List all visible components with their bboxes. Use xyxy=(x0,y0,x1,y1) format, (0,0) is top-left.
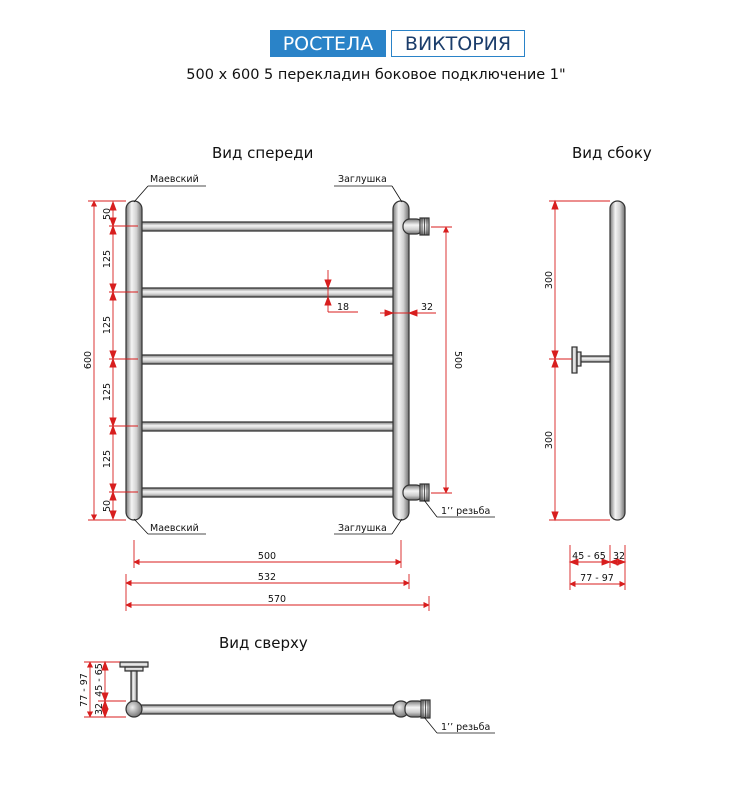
dim-width-532: 532 xyxy=(257,572,277,583)
rung-4 xyxy=(138,422,398,431)
dim-riser-32: 32 xyxy=(421,302,434,313)
dim-gap-125-4: 125 xyxy=(102,449,113,469)
side-view xyxy=(572,201,625,520)
top-connection-fitting xyxy=(403,218,429,235)
side-bracket-plate xyxy=(572,347,577,373)
rung-3 xyxy=(138,355,398,364)
dim-side-32: 32 xyxy=(612,551,626,562)
dim-side-offset: 45 - 65 xyxy=(572,551,606,562)
plug-bottom-label: Заглушка xyxy=(338,523,387,534)
side-bracket-flange xyxy=(577,352,581,366)
rung-5 xyxy=(138,488,398,497)
dim-top-50: 50 xyxy=(102,207,113,221)
top-view-title: Вид сверху xyxy=(219,634,308,652)
brand-label: РОСТЕЛА xyxy=(270,30,386,57)
dim-top-32: 32 xyxy=(94,702,105,716)
top-left-riser xyxy=(126,701,142,717)
dim-gap-125-3: 125 xyxy=(102,382,113,402)
product-subtitle: 500 x 600 5 перекладин боковое подключение 1" xyxy=(186,67,566,83)
front-view xyxy=(126,201,429,520)
top-dimensions xyxy=(84,662,126,717)
side-riser xyxy=(610,201,625,520)
top-rung xyxy=(134,705,402,714)
thread-front-label: 1’’ резьба xyxy=(441,506,491,517)
mayevsky-bottom-label: Маевский xyxy=(150,523,199,534)
dim-side-300-lower: 300 xyxy=(544,430,555,450)
top-connection-fitting xyxy=(405,700,430,718)
mayevsky-top-label: Маевский xyxy=(150,174,199,185)
dim-side-total: 77 - 97 xyxy=(580,573,614,584)
plug-top-label: Заглушка xyxy=(338,174,387,185)
dim-top-total: 77 - 97 xyxy=(79,673,90,707)
dim-gap-125-1: 125 xyxy=(102,249,113,269)
top-dimension-labels xyxy=(79,663,105,715)
dim-top-offset: 45 - 65 xyxy=(94,663,105,697)
dim-side-300-upper: 300 xyxy=(544,270,555,290)
front-view-title: Вид спереди xyxy=(212,144,314,162)
rung-2 xyxy=(138,288,398,297)
top-view xyxy=(120,662,430,718)
dim-connection-500: 500 xyxy=(452,350,463,370)
dim-600: 600 xyxy=(83,350,94,370)
dim-width-570: 570 xyxy=(267,594,287,605)
right-riser xyxy=(393,201,409,520)
rung-1 xyxy=(138,222,398,231)
dim-bottom-50: 50 xyxy=(102,499,113,513)
dim-rung-18: 18 xyxy=(337,302,350,313)
top-bracket-plate xyxy=(120,662,148,667)
thread-top-label: 1’’ резьба xyxy=(441,722,491,733)
side-view-title: Вид сбоку xyxy=(572,144,652,162)
side-bracket-rod xyxy=(578,356,610,362)
dim-width-500: 500 xyxy=(257,551,277,562)
bottom-connection-fitting xyxy=(403,484,429,501)
model-label: ВИКТОРИЯ xyxy=(391,30,525,57)
top-bracket-rod xyxy=(131,671,137,703)
dim-gap-125-2: 125 xyxy=(102,315,113,335)
left-riser xyxy=(126,201,142,520)
